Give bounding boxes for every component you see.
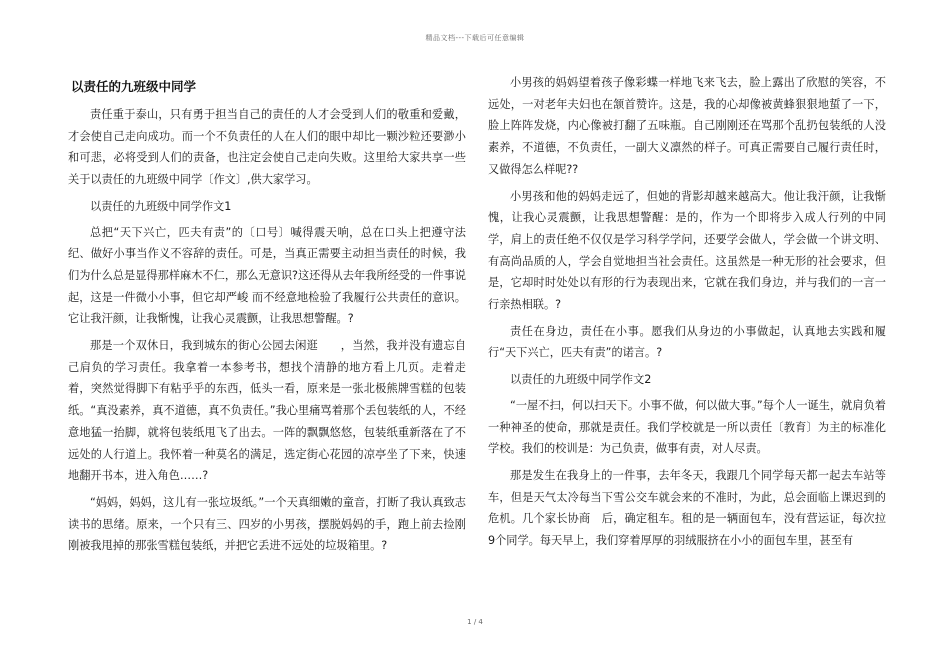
intro-paragraph: 责任重于泰山，只有勇于担当自己的责任的人才会受到人们的敬重和爱戴，才会使自己走向成功。而一个不负责任的人在人们的眼中却比一颗沙粒还要渺小和可悲，必将受到人们的责备，也注定会使自己走向失败。这里给大家共享一些关于以责任的九班级中同学〔作文〕,供大家学习。 — [68, 108, 466, 187]
body-paragraph: “一屋不扫，何以扫天下。小事不做，何以做大事。”每个人一诞生，就肩负着一种神圣的使命，那就是责任。我们学校就是一所以责任〔教育〕为主的标准化学校。我们的校训是：为己负责，做事有责，对人尽责。 — [488, 398, 886, 456]
body-paragraph: 那是发生在我身上的一件事，去年冬天，我跟几个同学每天都一起去车站等车，但是天气太冷每当下雪公交车就会来的不准时，为此，总会面临上课迟到的危机。几个家长协商 后，确定租车。租的是一辆面包车，没有营运证，每次拉9个同学。每天早上，我们穿着厚厚的羽绒服挤在小小的面包车里，甚至有 — [488, 468, 886, 548]
body-paragraph: 责任在身边，责任在小事。愿我们从身边的小事做起，认真地去实践和履行“天下兴亡，匹夫有责”的诺言。? — [488, 324, 886, 360]
page-header: 精品文档---下载后可任意编辑 — [425, 34, 525, 42]
body-paragraph: 小男孩的妈妈望着孩子像彩蝶一样地飞来飞去，脸上露出了欣慰的笑容，不远处，一对老年夫妇也在颔首赞许。这是，我的心却像被黄蜂狠狠地蜇了一下，脸上阵阵发烧，内心像被打翻了五味瓶。自己刚刚还在骂那个乱扔包装纸的人没素养，不道德，不负责任，一副大义凛然的样子。可真正需要自己履行责任时，又做得怎么样呢?? — [488, 76, 886, 176]
article-title: 以责任的九班级中同学 — [71, 79, 197, 94]
page-number: 1 / 4 — [467, 618, 483, 626]
body-paragraph: 那是一个双休日，我到城东的街心公园去闲逛 ，当然，我并没有遗忘自己肩负的学习责任。我拿着一本参考书，想找个清静的地方看上几页。走着走着，突然觉得脚下有粘乎乎的东西，低头一看，原来是一张北极熊牌雪糕的包装纸。“真没素养，真不道德，真不负责任。”我心里痛骂着那个丢包装纸的人，不经意地猛一抬脚，就将包装纸甩飞了出去。一阵的飘飘悠悠，包装纸重新落在了不远处的人行道上。我怀着一种莫名的满足，选定街心花园的凉亭坐了下来，快速地翻开书本，进入角色……? — [68, 339, 466, 483]
essay-2-heading: 以责任的九班级中同学作文2 — [510, 373, 652, 387]
essay-1-heading: 以责任的九班级中同学作文1 — [90, 199, 232, 213]
body-paragraph: 小男孩和他的妈妈走远了，但她的背影却越来越高大。他让我汗颜，让我惭愧，让我心灵震颤，让我思想警醒：是的，作为一个即将步入成人行列的中同学，肩上的责任绝不仅仅是学习科学学问，还要学会做人，学会做一个讲文明、有高尚品质的人，学会自觉地担当社会责任。这虽然是一种无形的社会要求，但是，它却时时处处以有形的行为表现出来，它就在我们身边，并与我们的一言一行亲热相联。? — [488, 189, 886, 312]
right-column — [488, 72, 886, 557]
body-paragraph: “妈妈，妈妈，这儿有一张垃圾纸。”一个天真细嫩的童音，打断了我认真致志读书的思绪。原来，一个只有三、四岁的小男孩，摆脱妈妈的手，跑上前去捡刚刚被我甩掉的那张雪糕包装纸，并把它丢进不远处的垃圾箱里。? — [68, 495, 466, 553]
body-paragraph: 总把“天下兴亡，匹夫有责”的〔口号〕喊得震天响，总在口头上把遵守法纪、做好小事当作义不容辞的责任。可是，当真正需要主动担当责任的时候，我们为什么总是显得那样麻木不仁，那么无意识?这还得从去年我所经受的一件事说起，这是一件微小小事，但它却严峻 而不经意地检验了我履行公共责任的意识。它让我汗颜，让我惭愧，让我心灵震颤，让我思想警醒。? — [68, 225, 466, 326]
left-column — [68, 72, 466, 562]
